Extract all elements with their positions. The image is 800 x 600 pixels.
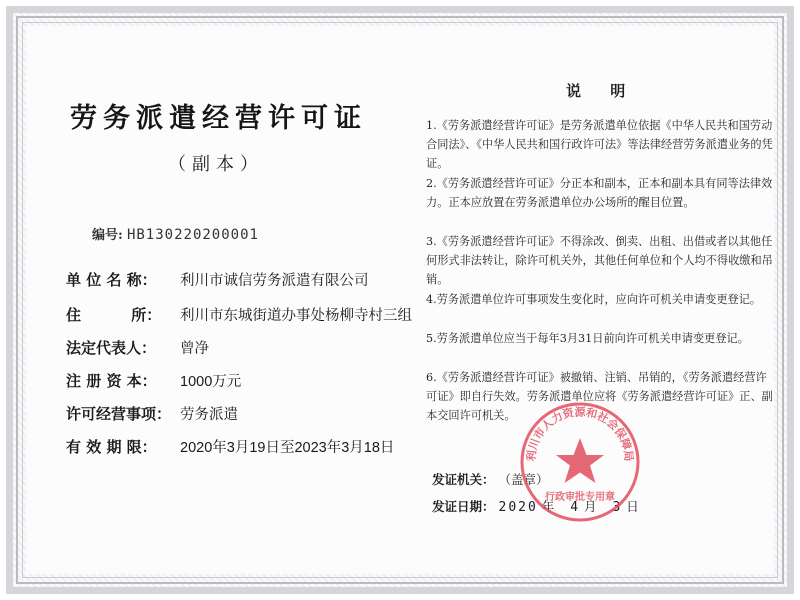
field-value: 利川市诚信劳务派遣有限公司 <box>180 273 369 289</box>
number-label: 编号: <box>92 228 123 243</box>
issue-date-label: 发证日期： <box>432 499 495 514</box>
note-item: 3.《劳务派遣经营许可证》不得涂改、倒卖、出租、出借或者以其他任何形式非法转让，除许可机关外，其他任何单位和个人均不得收缴和吊销。 <box>426 235 773 286</box>
seal-ring-text: 利川市人力资源和社会保障局 <box>524 405 636 462</box>
certificate-title: 劳务派遣经营许可证 <box>70 103 367 134</box>
field-label: 住 所： <box>66 306 162 324</box>
field-licensed-business <box>66 403 238 425</box>
field-label: 注 册 资 本： <box>66 372 157 390</box>
number-value: HB130220200001 <box>126 227 259 243</box>
issue-day-unit: 日 <box>626 499 639 514</box>
field-value: 劳务派遣 <box>180 407 238 423</box>
issuer-label: 发证机关： <box>432 472 495 487</box>
field-label: 单 位 名 称： <box>66 271 157 289</box>
note-item: 6.《劳务派遣经营许可证》被撤销、注销、吊销的，《劳务派遣经营许可证》即自行失效。劳务派遣单位应将《劳务派遣经营许可证》正、副本交回许可机关。 <box>426 371 773 422</box>
field-value: 利川市东城街道办事处杨柳寺村三组 <box>180 308 412 324</box>
certificate-subtitle: （副本） <box>168 154 264 175</box>
issue-year-unit: 年 <box>541 499 555 514</box>
issue-day: 3 <box>612 500 623 515</box>
official-seal <box>518 400 642 524</box>
issue-year: 2020 <box>498 500 538 515</box>
field-value: 1000万元 <box>180 374 242 390</box>
seal-star-icon <box>556 438 604 483</box>
certificate-number <box>92 224 259 243</box>
field-label: 法定代表人： <box>66 339 157 357</box>
note-item: 1.《劳务派遣经营许可证》是劳务派遣单位依据《中华人民共和国劳动合同法》、《中华人民共和国行政许可法》等法律经营劳务派遣业务的凭证。 <box>426 119 773 170</box>
note-item: 5.劳务派遣单位应当于每年3月31日前向许可机关申请变更登记。 <box>426 332 749 345</box>
issue-month: 4 <box>570 500 581 515</box>
notes-title: 说 明 <box>566 82 638 100</box>
field-legal-representative <box>66 337 209 359</box>
issue-month-unit: 月 <box>584 499 597 514</box>
field-validity-period <box>66 436 394 458</box>
note-item: 2.《劳务派遣经营许可证》分正本和副本，正本和副本具有同等法律效力。正本应放置在劳务派遣单位办公场所的醒目位置。 <box>426 177 773 209</box>
field-label: 有 效 期 限： <box>66 438 157 456</box>
field-value: 2020年3月19日至2023年3月18日 <box>180 440 395 456</box>
seal-bottom-text: 行政审批专用章 <box>545 492 615 503</box>
field-value: 曾净 <box>180 341 209 357</box>
field-address <box>66 304 412 326</box>
field-company-name <box>66 269 369 291</box>
field-label: 许可经营事项： <box>66 405 172 423</box>
note-item: 4.劳务派遣单位许可事项发生变化时，应向许可机关申请变更登记。 <box>426 293 762 306</box>
field-registered-capital <box>66 370 241 392</box>
issuer-value: （盖章） <box>498 472 549 487</box>
